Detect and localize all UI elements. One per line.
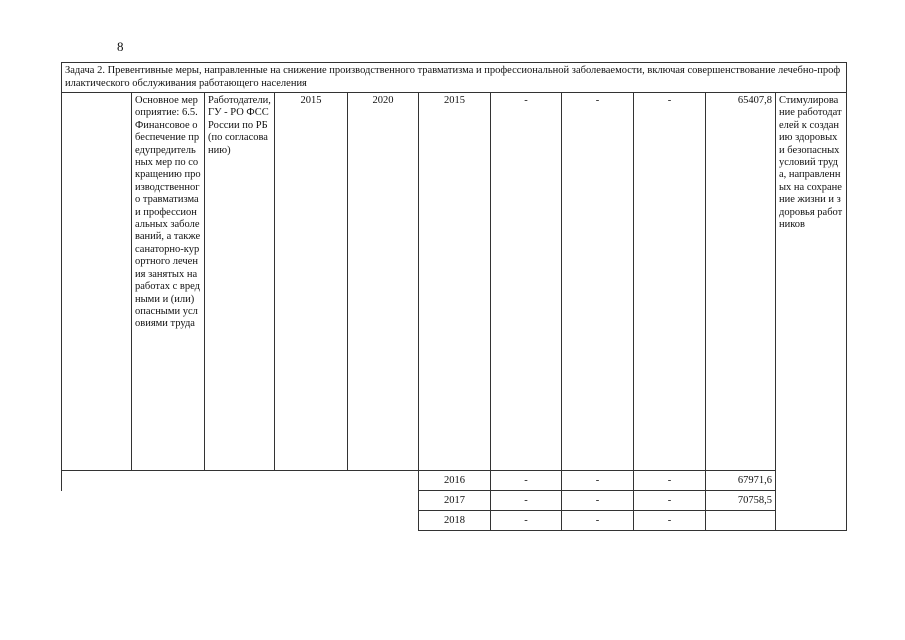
value-cell: -	[562, 93, 634, 471]
value-cell: -	[491, 491, 562, 511]
blank-area	[62, 491, 419, 511]
year-cell: 2015	[419, 93, 491, 471]
blank-area	[62, 511, 419, 531]
year-cell: 2017	[419, 491, 491, 511]
table-row	[62, 491, 847, 511]
value-cell: -	[634, 93, 706, 471]
value-cell: -	[562, 491, 634, 511]
value-cell: -	[562, 471, 634, 491]
task-row	[62, 63, 847, 93]
total-cell: 67971,6	[706, 471, 776, 491]
empty-cell	[62, 93, 132, 471]
total-cell	[706, 511, 776, 531]
year-cell: 2018	[419, 511, 491, 531]
value-cell: -	[634, 491, 706, 511]
table-row	[62, 511, 847, 531]
value-cell: -	[491, 511, 562, 531]
value-cell: -	[634, 511, 706, 531]
blank-area	[62, 471, 419, 491]
table-row	[62, 471, 847, 491]
year-cell: 2016	[419, 471, 491, 491]
page-number: 8	[117, 39, 124, 54]
value-cell: -	[491, 471, 562, 491]
total-cell: 65407,8	[706, 93, 776, 471]
event-cell: Основное мероприятие: 6.5.Финансовое обеспечение предупредительных мер по сокращению производственного травматизма и профессиональных заболеваний, а также санаторно-курортного лечения занятых на работах с вредными и (или) опасными условиями труда	[132, 93, 205, 471]
result-cell: Стимулирование работодателей к созданию здоровых и безопасных условий труда, направленных на сохранение жизни и здоровья работников	[776, 93, 847, 531]
program-table	[61, 62, 847, 531]
value-cell: -	[634, 471, 706, 491]
task-title: Задача 2. Превентивные меры, направленные на снижение производственного травматизма и профессиональной заболеваемости, включая совершенствование лечебно-профилактического обслуживания работающего населения	[62, 63, 847, 93]
table-row	[62, 93, 847, 471]
start-year-cell: 2015	[275, 93, 348, 471]
value-cell: -	[562, 511, 634, 531]
total-cell: 70758,5	[706, 491, 776, 511]
end-year-cell: 2020	[348, 93, 419, 471]
value-cell: -	[491, 93, 562, 471]
executor-cell: Работодатели, ГУ - РО ФСС России по РБ (по согласованию)	[205, 93, 275, 471]
